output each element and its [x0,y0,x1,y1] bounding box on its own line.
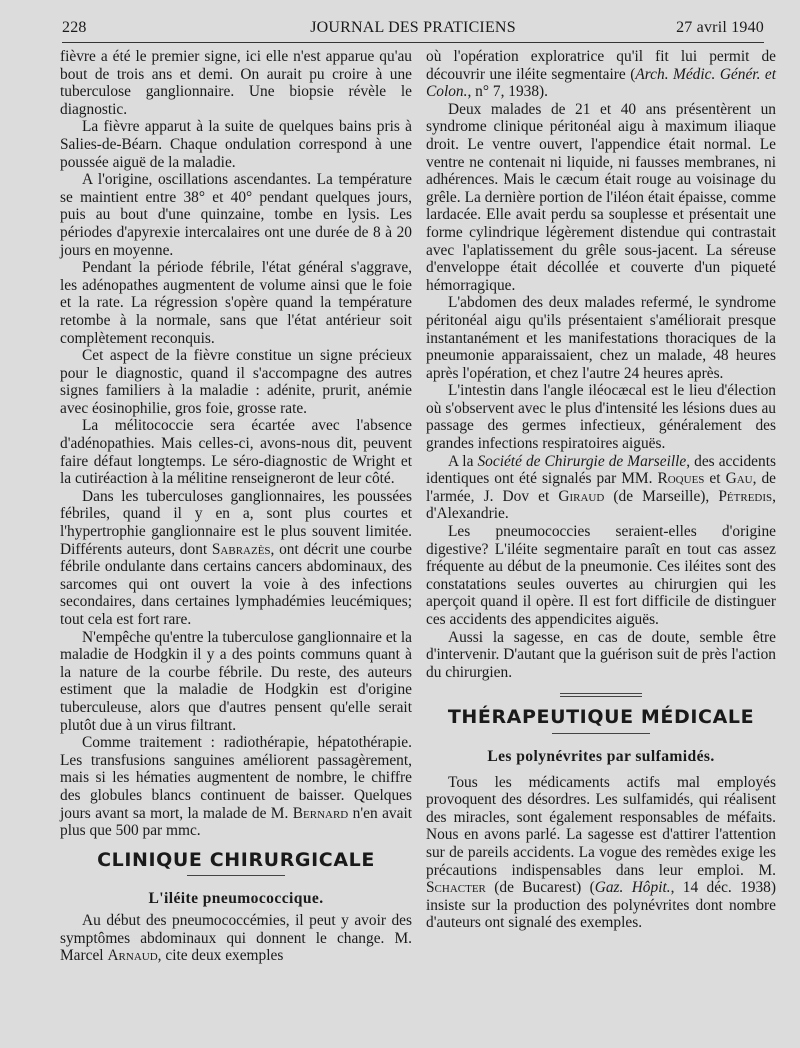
text-run: (de Bucarest) ( [485,879,595,897]
text-run: , ont décrit une courbe fébrile ondulante dans certains cancers abdominaux, des sarcomes qui ont ouvert la voie à des infections secondaires, dans certaines lymphadémies leucémiques; tout cela est fort rare. [60,540,412,628]
paragraph: Les pneumococcies seraient-elles d'origine digestive? L'iléite segmentaire paraît en tout cas assez fréquente au début de la pneumonie. Ces iléites sont des constatations seules ouvertes au chirurgien qui les aperçoit quand il opère. Il est fort difficile de distinguer ces accidents des appendicites aiguës. [426,523,776,628]
text-run: , 14 déc. 1938) insiste sur la production des polynévrites dont nombre d'auteurs ont signalé des exemples. [426,879,776,932]
author-name: Sabrazès [211,540,271,558]
author-name: Giraud [558,487,605,505]
paragraph: A l'origine, oscillations ascendantes. La température se maintient entre 38° et 40° pendant quelques jours, puis au bout d'une quinzaine, tombe en lysis. Les périodes d'apyrexie intercalaires ont une durée de 8 à 20 jours en moyenne. [60,171,412,259]
author-name: Gau [725,470,753,488]
page-number: 228 [62,19,87,36]
text-run: Tous les médicaments actifs mal employés provoquent des désordres. Les sulfamidés, qui réalisent des miracles, sont également responsables de méfaits. Nous en avons parlé. La sagesse est d'attirer l'attention sur de pareils accidents. La vogue des remèdes exige les précautions indispensables dans leur emploi. M. [426,773,776,879]
text-run: A la [448,452,478,470]
citation: Arch. Médic. Génér. et Colon. [426,65,777,101]
text-run: , des accidents identiques ont été signalés par MM. [426,452,776,488]
paragraph: Pendant la période fébrile, l'état général s'aggrave, les adénopathes augmentent de volume ainsi que le foie et la rate. La régression s'opère quand la température retombe à la normale, sans que l'état antérieur soit complètement reconquis. [60,259,412,347]
text-run: où l'opération exploratrice qu'il fit lui permit de découvrir une iléite segmentaire ( [426,48,776,83]
citation: Gaz. Hôpit. [594,879,671,897]
paragraph: L'abdomen des deux malades refermé, le syndrome péritonéal aigu qu'ils présentaient s'améliorait presque instantanément et les manifestations thoraciques de la pneumonie apparaissaient, chez un malade, 48 heures après l'opération, et chez l'autre 24 heures après. [426,294,776,382]
text-run: , d'Alexandrie. [426,487,777,523]
paragraph: fièvre a été le premier signe, ici elle n'est apparue qu'au bout de trois ans et demi. On aurait pu croire à une tuberculose ganglionnaire. Une biopsie révèle le diagnostic. [60,48,412,118]
paragraph: N'empêche qu'entre la tuberculose ganglionnaire et la maladie de Hodgkin il y a des points communs quant à la nature de la courbe fébrile. Du reste, des auteurs estiment que la maladie de Hodgkin est d'origine tuberculeuse, alors que d'autres pensent qu'elle serait plutôt due à un virus filtrant. [60,628,412,734]
paragraph: Deux malades de 21 et 40 ans présentèrent un syndrome clinique péritonéal aigu à maximum iliaque droit. Le ventre ouvert, l'appendice était normal. Le ventre ne contenait ni liquide, ni fausses membranes, ni adhérences. Mais le cæcum était rouge au voisinage du grêle. La dernière portion de l'iléon était épaisse, comme lardacée. Elle avait perdu sa souplesse et présentait une forme cylindrique légèrement distendue qui contrastait avec l'aplatissement du grêle sous-jacent. La séreuse d'enveloppe était décollée et couverte d'un piqueté hémorragique. [426,100,776,294]
text-run: Au début des pneumococcémies, il peut y avoir des symptômes abdominaux qui donnent le change. M. Marcel [60,911,412,965]
right-column [426,48,776,932]
paragraph [60,912,412,965]
section-title: CLINIQUE CHIRURGICALE [97,848,375,871]
article-subhead: Les polynévrites par sulfamidés. [487,747,715,765]
paragraph [426,48,776,101]
author-name: Bernard [292,804,349,822]
paragraph [426,453,776,523]
text-run: Dans les tuberculoses ganglionnaires, les poussées fébriles, quand il y en a, sont plus courtes et l'hypertrophie ganglionnaire est le plus souvent limitée. Différents auteurs, dont [60,487,412,558]
society-name: Société de Chirurgie de Marseille [477,452,687,470]
left-column [60,48,412,965]
text-run: n'en avait plus que 500 par mmc. [60,804,412,840]
article-subhead: L'iléite pneumococcique. [148,890,324,908]
issue-date: 27 avril 1940 [676,19,764,36]
journal-title: JOURNAL DES PRATICIENS [310,19,516,36]
running-header [62,15,764,43]
paragraph [60,488,412,629]
text-run: Comme traitement : radiothérapie, hépatothérapie. Les transfusions sanguines améliorent passagèrement, mais si les hématies augmentent de nombre, le chiffre des globules blancs continuent de baisser. Quelques jours avant sa mort, la malade de M. [60,734,412,822]
text-run: , de l'armée, J. Dov et [426,470,776,505]
paragraph: L'intestin dans l'angle iléocæcal est le lieu d'élection où s'observent avec le plus d'intensité les lésions dues au passage des germes infectieux, généralement des grandes infections respiratoires aiguës. [426,382,776,453]
author-name: Pétredis [718,487,773,505]
text-run: , cite deux exemples [157,947,284,965]
text-run: (de Marseille), [604,487,719,505]
paragraph: Cet aspect de la fièvre constitue un signe précieux pour le diagnostic, quand il s'accompagne des autres signes familiers à la maladie : adénite, prurit, anémie avec éosinophilie, gros foie, grosse rate. [60,347,412,417]
author-name: Roques [657,470,705,488]
author-name: Schacter [426,879,486,897]
section-title: THÉRAPEUTIQUE MÉDICALE [447,706,755,729]
author-name: Arnaud [107,947,158,965]
text-run: et [704,470,726,488]
paragraph [426,774,776,932]
paragraph [60,734,412,840]
header-rule [62,42,764,43]
paragraph: La mélitococcie sera écartée avec l'absence d'adénopathies. Mais celles-ci, avons-nous dit, peuvent faire défaut longtemps. Le séro-diagnostic de Wright et la cutiréaction à la mélitine renseigneront de leur côté. [60,417,412,488]
paragraph: La fièvre apparut à la suite de quelques bains pris à Salies-de-Béarn. Chaque ondulation correspond à une poussée aiguë de la maladie. [60,118,412,171]
text-run: , n° 7, 1938). [467,83,549,101]
paragraph: Aussi la sagesse, en cas de doute, semble être d'intervenir. D'autant que la guérison suit de près l'action du chirurgien. [426,628,776,681]
